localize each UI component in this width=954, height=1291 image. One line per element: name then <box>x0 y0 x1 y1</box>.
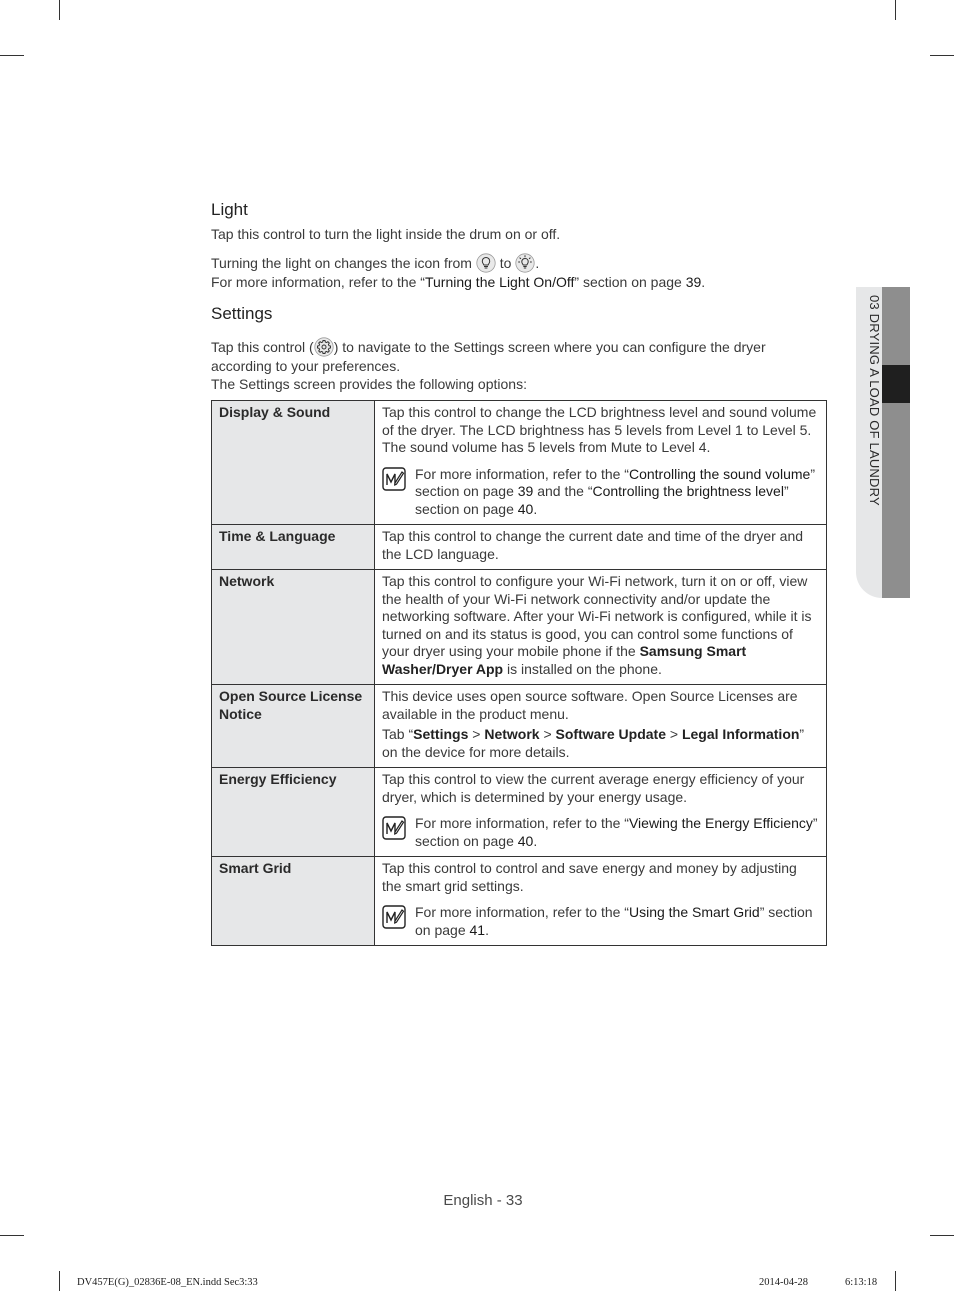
note-icon <box>382 816 406 840</box>
light-icon-change: Turning the light on changes the icon from to . <box>211 255 540 271</box>
light-heading: Light <box>211 200 248 219</box>
page-number: English - 33 <box>443 1192 523 1209</box>
option-description: Tap this control to change the LCD brightness level and sound volume of the dryer. The LCD brightness has 5 levels from Level 1 to Level 5. The sound volume has 5 levels from Mute to Level 4. For more information, refer to the “Controlling the sound volume” section on page 39 and the “Controlling the brightness level” section on page 40. <box>375 401 827 525</box>
table-row <box>212 857 827 946</box>
reference-link: Turning the Light On/Off <box>424 274 575 290</box>
table-row <box>212 401 827 525</box>
gear-icon <box>314 337 334 357</box>
note <box>382 815 820 850</box>
option-name: Smart Grid <box>212 857 375 946</box>
option-name: Network <box>212 570 375 685</box>
main-content <box>211 200 827 393</box>
light-on-icon <box>515 253 535 273</box>
settings-options-intro: The Settings screen provides the following options: <box>211 376 527 392</box>
option-name: Energy Efficiency <box>212 768 375 857</box>
option-description: Tap this control to configure your Wi-Fi network, turn it on or off, view the health of your Wi-Fi network connectivity and/or update the networking software. After your Wi-Fi network is configured, while it is turned on and its status is good, you can control some functions of your dryer using your mobile phone if the Samsung Smart Washer/Dryer App is installed on the phone. <box>375 570 827 685</box>
note <box>382 466 820 519</box>
note-text: For more information, refer to the “Viewing the Energy Efficiency” section on page 40. <box>415 815 818 849</box>
crop-mark <box>895 0 896 20</box>
print-slug-time: 6:13:18 <box>845 1277 878 1288</box>
table-row <box>212 525 827 570</box>
crop-mark <box>0 1235 24 1236</box>
note <box>382 904 820 939</box>
option-name: Display & Sound <box>212 401 375 525</box>
crop-mark <box>930 55 954 56</box>
option-description: This device uses open source software. Open Source Licenses are available in the product menu. Tab “Settings > Network > Software Update > Legal Information” on the device for more details. <box>375 685 827 768</box>
crop-mark <box>59 0 60 20</box>
settings-description: Tap this control ( ) to navigate to the Settings screen where you can configure the dryer according to your preferences. <box>211 339 766 374</box>
note-icon <box>382 467 406 491</box>
crop-mark <box>930 1235 954 1236</box>
option-description: Tap this control to view the current average energy efficiency of your dryer, which is determined by your energy usage. For more information, refer to the “Viewing the Energy Efficiency” section on page 40. <box>375 768 827 857</box>
menu-path: Tab “Settings > Network > Software Update > Legal Information” on the device for more details. <box>382 726 805 760</box>
settings-heading: Settings <box>211 304 273 323</box>
option-description: Tap this control to control and save energy and money by adjusting the smart grid settings. For more information, refer to the “Using the Smart Grid” section on page 41. <box>375 857 827 946</box>
table-row <box>212 570 827 685</box>
note-icon <box>382 905 406 929</box>
print-slug-file: DV457E(G)_02836E-08_EN.indd Sec3:33 <box>77 1277 258 1288</box>
light-description: Tap this control to turn the light inside the drum on or off. <box>211 226 561 242</box>
light-off-icon <box>476 253 496 273</box>
note-text: For more information, refer to the “Using the Smart Grid” section on page 41. <box>415 904 813 938</box>
option-name: Open Source License Notice <box>212 685 375 768</box>
crop-mark <box>0 55 24 56</box>
crop-mark <box>59 1271 60 1291</box>
table-row <box>212 685 827 768</box>
chapter-tab-label: 03 DRYING A LOAD OF LAUNDRY <box>867 295 882 506</box>
option-description: Tap this control to change the current date and time of the dryer and the LCD language. <box>375 525 827 570</box>
settings-options-table <box>211 400 827 946</box>
crop-mark <box>895 1271 896 1291</box>
option-name: Time & Language <box>212 525 375 570</box>
note-text: For more information, refer to the “Controlling the sound volume” section on page 39 and the “Controlling the brightness level” section on page 40. <box>415 465 815 517</box>
table-row <box>212 768 827 857</box>
light-reference: For more information, refer to the “Turning the Light On/Off” section on page 39. <box>211 274 706 290</box>
chapter-tab <box>856 287 910 598</box>
print-slug-date: 2014-04-28 <box>759 1277 808 1288</box>
